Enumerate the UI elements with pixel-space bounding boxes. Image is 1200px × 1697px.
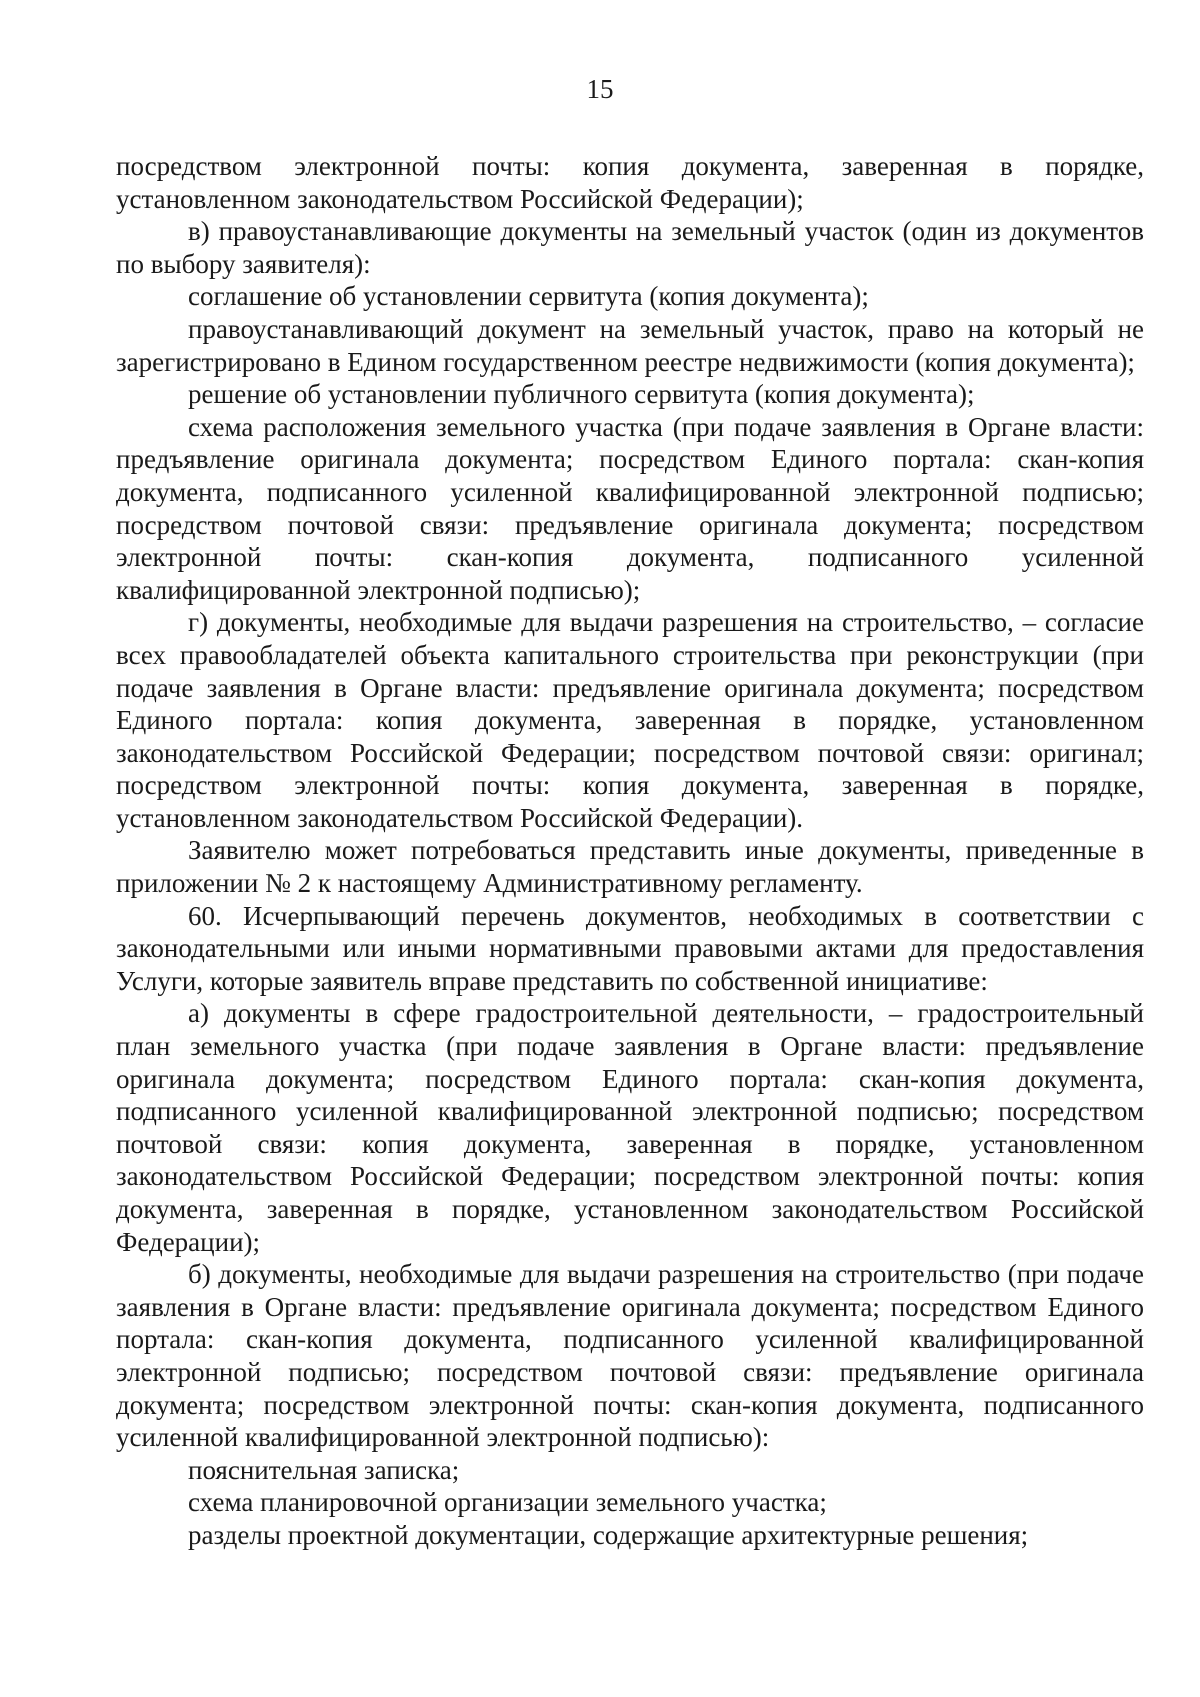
- paragraph-servitude-agreement: соглашение об установлении сервитута (копия документа);: [188, 281, 869, 312]
- paragraph-unregistered-title-document: правоустанавливающий документ на земельный участок, право на который не зарегистрировано в Едином государственном реестре недвижимости (копия документа);: [116, 313, 1144, 377]
- paragraph-item-v-title-documents: в) правоустанавливающие документы на земельный участок (один из документов по выбору заявителя):: [116, 216, 1144, 279]
- paragraph-item-b-construction-permit-docs: б) документы, необходимые для выдачи разрешения на строительство (при подаче заявления в Органе власти: предъявление оригинала документа; посредством Единого портала: скан-копия документа, подписанного усиленной квалифицированной электронной подписью; посредством почтовой связи: предъявление оригинала документа; посредством электронной почты: скан-копия документа, подписанного усиленной квалифицированной электронной подписью):: [116, 1259, 1144, 1453]
- paragraph-continuation-email: посредством электронной почты: копия документа, заверенная в порядке, установленном законодательством Российской Федерации);: [116, 151, 1144, 214]
- paragraph-public-servitude-decision: решение об установлении публичного сервитута (копия документа);: [188, 379, 975, 410]
- page-number: 15: [586, 74, 614, 104]
- paragraph-other-documents-appendix: Заявителю может потребоваться представить иные документы, приведенные в приложении № 2 к настоящему Административному регламенту.: [116, 835, 1144, 899]
- paragraph-item-g-construction-permit-consent: г) документы, необходимые для выдачи разрешения на строительство, – согласие всех правообладателей объекта капитального строительства при реконструкции (при подаче заявления в Органе власти: предъявление оригинала документа; посредством Единого портала: копия документа, заверенная в порядке, установленном законодательством Российской Федерации; посредством почтовой связи: оригинал; посредством электронной почты: копия документа, заверенная в порядке, установленном законодательством Российской Федерации).: [116, 607, 1144, 833]
- paragraph-item-a-urban-planning: а) документы в сфере градостроительной деятельности, – градостроительный план земельного участка (при подаче заявления в Органе власти: предъявление оригинала документа; посредством Единого портала: скан-копия документа, подписанного усиленной квалифицированной электронной подписью; посредством почтовой связи: копия документа, заверенная в порядке, установленном законодательством Российской Федерации; посредством электронной почты: копия документа, заверенная в порядке, установленном законодательством Российской Федерации);: [116, 998, 1144, 1257]
- paragraph-explanatory-note: пояснительная записка;: [188, 1454, 460, 1485]
- paragraph-planning-scheme: схема планировочной организации земельного участка;: [188, 1487, 827, 1518]
- document-body: [116, 150, 1144, 1552]
- paragraph-land-plot-layout-scheme: схема расположения земельного участка (при подаче заявления в Органе власти: предъявление оригинала документа; посредством Единого портала: скан-копия документа, подписанного усиленной квалифицированной электронной подписью; посредством почтовой связи: предъявление оригинала документа; посредством электронной почты: скан-копия документа, подписанного усиленной квалифицированной электронной подписью);: [116, 411, 1144, 605]
- paragraph-60-exhaustive-list: 60. Исчерпывающий перечень документов, необходимых в соответствии с законодательными или иными нормативными правовыми актами для предоставления Услуги, которые заявитель вправе представить по собственной инициативе:: [116, 900, 1144, 996]
- paragraph-architectural-sections: разделы проектной документации, содержащие архитектурные решения;: [188, 1519, 1029, 1550]
